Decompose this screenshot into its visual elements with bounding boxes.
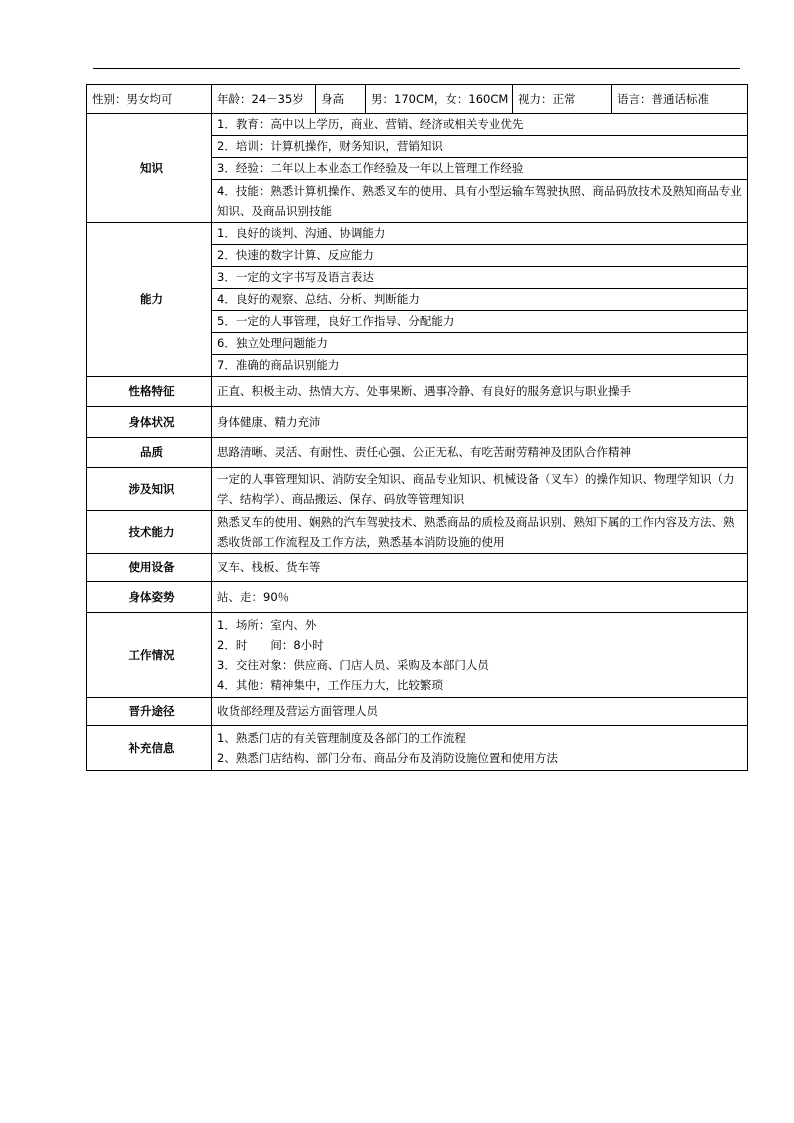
basic-info-row [87, 85, 748, 114]
posture-row [87, 582, 748, 613]
work-item: 2．时 间：8小时 [217, 638, 324, 652]
knowledge-item: 4．技能：熟悉计算机操作、熟悉叉车的使用、具有小型运输车驾驶执照、商品码放技术及熟知商品专业知识、及商品识别技能 [212, 180, 748, 223]
involved-knowledge-label: 涉及知识 [87, 468, 212, 511]
quality-value: 思路清晰、灵活、有耐性、责任心强、公正无私、有吃苦耐劳精神及团队合作精神 [212, 438, 748, 468]
posture-value: 站、走：90％ [212, 582, 748, 613]
ability-item: 4．良好的观察、总结、分析、判断能力 [212, 289, 748, 311]
ability-item: 1．良好的谈判、沟通、协调能力 [212, 223, 748, 245]
health-row [87, 407, 748, 438]
supplement-label: 补充信息 [87, 726, 212, 771]
knowledge-item: 1．教育：高中以上学历，商业、营销、经济或相关专业优先 [212, 114, 748, 136]
quality-label: 品质 [87, 438, 212, 468]
supplement-row [87, 726, 748, 771]
promotion-label: 晋升途径 [87, 698, 212, 726]
knowledge-label: 知识 [87, 114, 212, 223]
health-label: 身体状况 [87, 407, 212, 438]
promotion-value: 收货部经理及营运方面管理人员 [212, 698, 748, 726]
ability-label: 能力 [87, 223, 212, 377]
work-item: 3．交往对象：供应商、门店人员、采购及本部门人员 [217, 658, 489, 672]
knowledge-item: 2．培训：计算机操作，财务知识，营销知识 [212, 136, 748, 158]
ability-item: 2．快速的数字计算、反应能力 [212, 245, 748, 267]
work-item: 4．其他：精神集中，工作压力大，比较繁琐 [217, 678, 443, 692]
job-spec-table [86, 84, 748, 771]
equipment-label: 使用设备 [87, 554, 212, 582]
equipment-value: 叉车、栈板、货车等 [212, 554, 748, 582]
personality-row [87, 377, 748, 407]
work-row [87, 613, 748, 698]
ability-item: 6．独立处理问题能力 [212, 333, 748, 355]
vision-cell: 视力：正常 [513, 85, 612, 114]
involved-knowledge-value: 一定的人事管理知识、消防安全知识、商品专业知识、机械设备（叉车）的操作知识、物理学知识（力学、结构学）、商品搬运、保存、码放等管理知识 [212, 468, 748, 511]
ability-item: 5．一定的人事管理，良好工作指导、分配能力 [212, 311, 748, 333]
quality-row [87, 438, 748, 468]
knowledge-item: 3．经验：二年以上本业态工作经验及一年以上管理工作经验 [212, 158, 748, 180]
age-cell: 年龄：24－35岁 [212, 85, 316, 114]
tech-ability-label: 技术能力 [87, 511, 212, 554]
knowledge-row [87, 114, 748, 136]
promotion-row [87, 698, 748, 726]
tech-ability-value: 熟悉叉车的使用、娴熟的汽车驾驶技术、熟悉商品的质检及商品识别、熟知下属的工作内容及方法、熟悉收货部工作流程及工作方法，熟悉基本消防设施的使用 [212, 511, 748, 554]
ability-item: 7．准确的商品识别能力 [212, 355, 748, 377]
health-value: 身体健康、精力充沛 [212, 407, 748, 438]
header-rule [93, 68, 740, 69]
involved-knowledge-row [87, 468, 748, 511]
supplement-item: 1、熟悉门店的有关管理制度及各部门的工作流程 [217, 731, 466, 745]
ability-row [87, 223, 748, 245]
supplement-details [212, 726, 748, 771]
equipment-row [87, 554, 748, 582]
work-label: 工作情况 [87, 613, 212, 698]
height-label-cell: 身高 [316, 85, 366, 114]
personality-label: 性格特征 [87, 377, 212, 407]
tech-ability-row [87, 511, 748, 554]
posture-label: 身体姿势 [87, 582, 212, 613]
work-details [212, 613, 748, 698]
gender-cell: 性别：男女均可 [87, 85, 212, 114]
supplement-item: 2、熟悉门店结构、部门分布、商品分布及消防设施位置和使用方法 [217, 751, 558, 765]
height-value-cell: 男：170CM，女：160CM [366, 85, 513, 114]
language-cell: 语言：普通话标准 [612, 85, 748, 114]
personality-value: 正直、积极主动、热情大方、处事果断、遇事冷静、有良好的服务意识与职业操手 [212, 377, 748, 407]
ability-item: 3．一定的文字书写及语言表达 [212, 267, 748, 289]
work-item: 1．场所：室内、外 [217, 618, 317, 632]
